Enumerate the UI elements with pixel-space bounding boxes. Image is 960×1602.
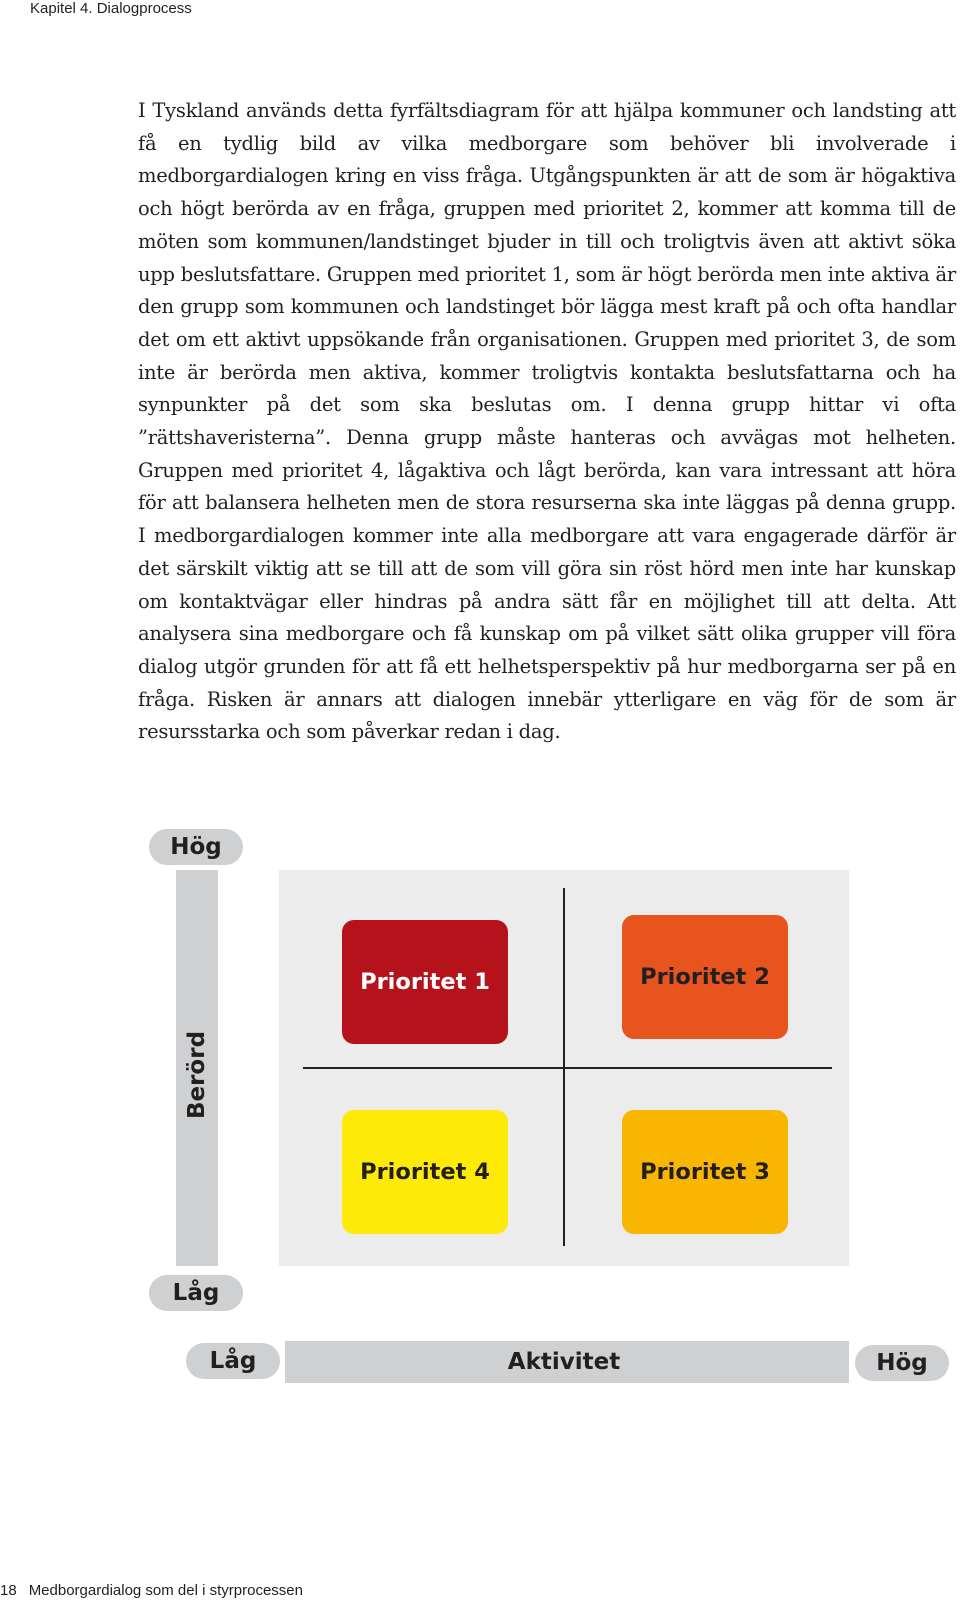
quadrant-prioritet-4: Prioritet 4 bbox=[342, 1110, 508, 1234]
horizontal-divider bbox=[303, 1067, 832, 1069]
page-number: 18 bbox=[0, 1582, 17, 1599]
x-axis-high-label: Hög bbox=[855, 1345, 949, 1381]
body-paragraph: I Tyskland används detta fyrfältsdiagram för att hjälpa kommuner och landsting att få en tydlig bild av vilka medborgare som behöver bli involverade i medborgardialogen kring en viss fråga. Utgångspunkten är att de som är högaktiva och högt berörda av en fråga, gruppen med prioritet 2, kommer att komma till de möten som kommunen/landstinget bjuder in till och troligtvis även att aktivt söka upp beslutsfattare. Gruppen med prioritet 1, som är högt berörda men inte aktiva är den grupp som kommunen och landstinget bör lägga mest kraft på och ofta handlar det om ett aktivt uppsökande från organisationen. Gruppen med prioritet 3, de som inte är berörda men aktiva, kommer troligtvis kontakta beslutsfattarna och ha synpunkter på det som ska beslutas om. I denna grupp hittar vi ofta ”rättshaveristerna”. Denna grupp måste hanteras och avvägas mot helheten. Gruppen med prioritet 4, lågaktiva och lågt berörda, kan vara intressant att höra för att balansera helheten men de stora resurserna ska inte läggas på denna grupp. I medborgardialogen kommer inte alla medborgare att vara engagerade därför är det särskilt viktig att se till att de som vill göra sin röst hörd men inte har kunskap om kontaktvägar eller hindras på andra sätt får en möjlighet till att delta. Att analysera sina medborgare och få kunskap om på vilket sätt olika grupper vill föra dialog utgör grunden för att få ett helhetsperspektiv på hur medborgarna ser på en fråga. Risken är annars att dialogen innebär ytterligare en väg för de som är resursstarka och som påverkar redan i dag. bbox=[138, 99, 956, 744]
vertical-divider bbox=[563, 888, 565, 1246]
quadrant-prioritet-1: Prioritet 1 bbox=[342, 920, 508, 1044]
quadrant-prioritet-3: Prioritet 3 bbox=[622, 1110, 788, 1234]
x-axis-title: Aktivitet bbox=[507, 1349, 621, 1375]
publication-title: Medborgardialog som del i styrprocessen bbox=[28, 1582, 303, 1599]
quadrant-prioritet-2: Prioritet 2 bbox=[622, 915, 788, 1039]
x-axis-low-label: Låg bbox=[186, 1343, 280, 1379]
y-axis-title: Berörd bbox=[184, 1030, 210, 1120]
y-axis-low-label: Låg bbox=[149, 1275, 243, 1311]
running-header: Kapitel 4. Dialogprocess bbox=[30, 0, 192, 17]
page-footer bbox=[0, 1582, 303, 1599]
y-axis-high-label: Hög bbox=[149, 829, 243, 865]
